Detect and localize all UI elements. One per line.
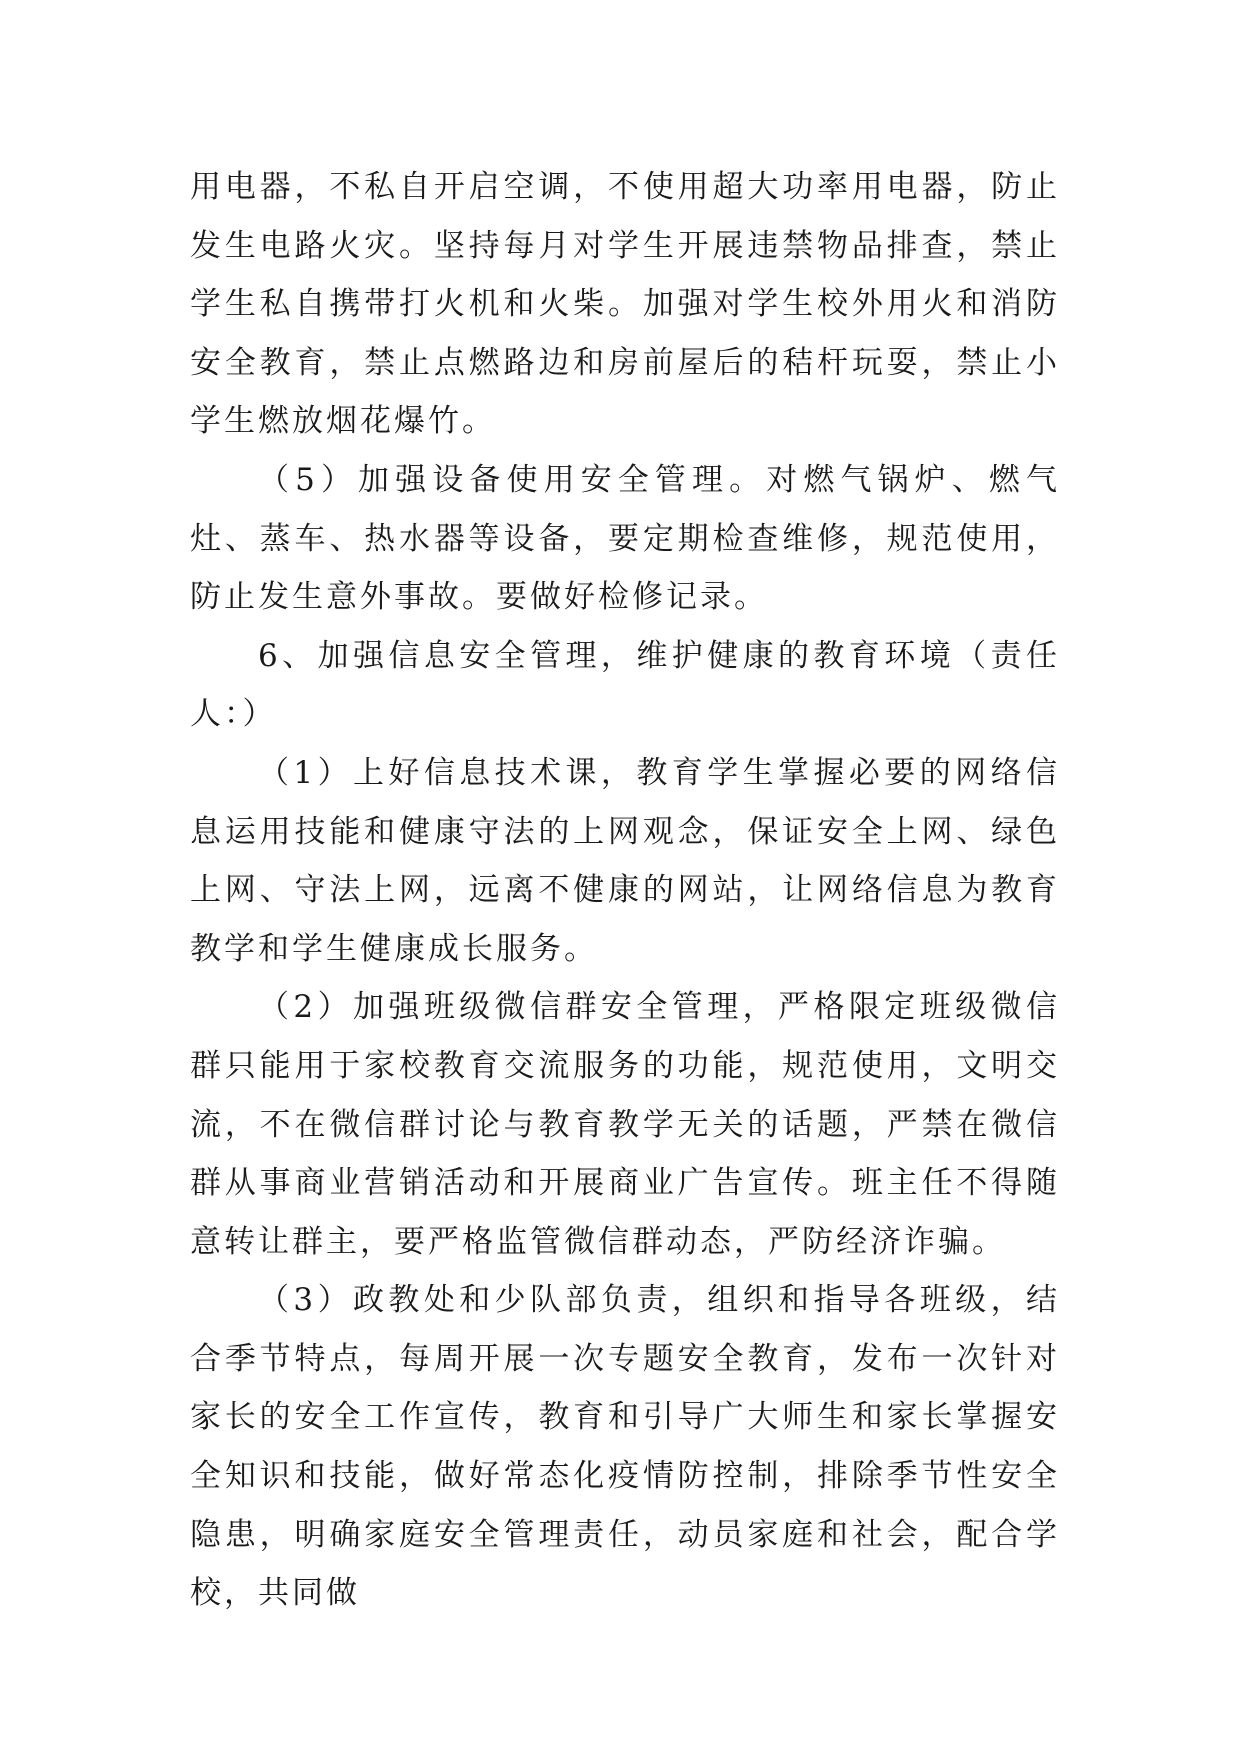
paragraph-equipment-safety: （5）加强设备使用安全管理。对燃气锅炉、燃气灶、蒸车、热水器等设备，要定期检查维修，规范使用，防止发生意外事故。要做好检修记录。 xyxy=(190,461,1060,616)
paragraph-info-security-heading: 6、加强信息安全管理，维护健康的教育环境（责任人：） xyxy=(190,637,1060,733)
paragraph-continuation: 用电器，不私自开启空调，不使用超大功率用电器，防止发生电路火灾。坚持每月对学生开展违禁物品排查，禁止学生私自携带打火机和火柴。加强对学生校外用火和消防安全教育，禁止点燃路边和房前屋后的秸杆玩耍，禁止小学生燃放烟花爆竹。 xyxy=(190,169,1060,440)
document-body xyxy=(190,158,1060,1623)
paragraph-wechat-group: （2）加强班级微信群安全管理，严格限定班级微信群只能用于家校教育交流服务的功能，规范使用，文明交流，不在微信群讨论与教育教学无关的话题，严禁在微信群从事商业营销活动和开展商业广告宣传。班主任不得随意转让群主，要严格监管微信群动态，严防经济诈骗。 xyxy=(190,989,1060,1260)
paragraph-safety-education: （3）政教处和少队部负责，组织和指导各班级，结合季节特点，每周开展一次专题安全教育，发布一次针对家长的安全工作宣传，教育和引导广大师生和家长掌握安全知识和技能，做好常态化疫情防控制，排除季节性安全隐患，明确家庭安全管理责任，动员家庭和社会，配合学校，共同做 xyxy=(190,1282,1060,1612)
paragraph-it-class: （1）上好信息技术课，教育学生掌握必要的网络信息运用技能和健康守法的上网观念，保证安全上网、绿色上网、守法上网，远离不健康的网站，让网络信息为教育教学和学生健康成长服务。 xyxy=(190,754,1060,967)
